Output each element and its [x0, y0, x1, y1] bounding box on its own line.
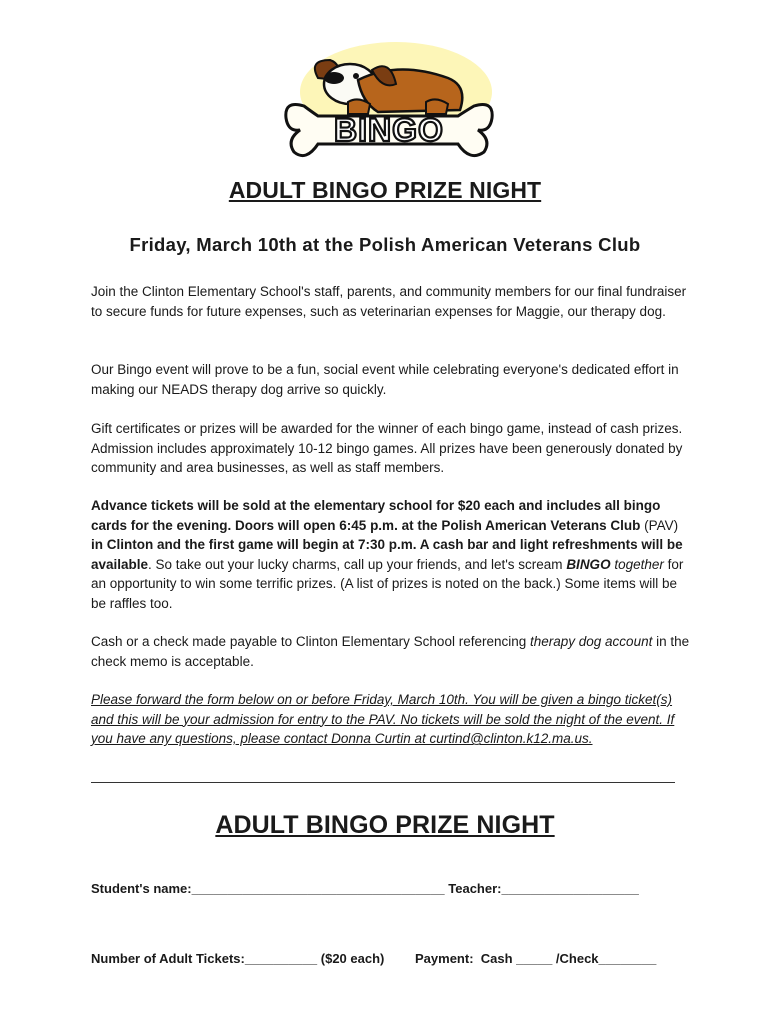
tickets-count-field[interactable]: Number of Adult Tickets:__________ ($20 each) — [91, 951, 385, 966]
tickets-text-2: . So take out your lucky charms, call up your friends, and let's scream — [148, 556, 567, 572]
tickets-text-3: for an opportunity to win some terrific prizes. (A list of prizes is noted on the back.) Some items will be be raffles too. — [91, 556, 684, 611]
page-title: ADULT BINGO PRIZE NIGHT — [228, 177, 542, 203]
tickets-bold-1: Advance tickets will be sold at the elementary school for $20 each and includes all bingo cards for the evening. Doors will open 6:45 p.m. at the Polish American Veterans Club — [91, 498, 661, 533]
intro-paragraph: Join the Clinton Elementary School's staff, parents, and community members for our final fundraiser to secure funds for future expenses, such as veterinarian expenses for Maggie, our therapy dog. — [91, 284, 687, 319]
bingo-dog-logo — [278, 40, 500, 162]
prizes-paragraph: Gift certificates or prizes will be awarded for the winner of each bingo game, instead of cash prizes. Admission includes approximately 10-12 bingo games. All prizes have been generously donated by community and area businesses, as well as staff members. — [91, 421, 683, 476]
dog-snout-icon — [324, 72, 344, 84]
tickets-payment-row — [91, 951, 657, 966]
logo-text: BINGO — [334, 112, 444, 148]
dog-eye-icon — [353, 73, 359, 79]
payment-field[interactable]: Payment: Cash _____ /Check________ — [415, 951, 657, 966]
event-paragraph: Our Bingo event will prove to be a fun, social event while celebrating everyone's dedicated effort in making our NEADS therapy dog arrive so quickly. — [91, 362, 679, 397]
instructions-paragraph: Please forward the form below on or before Friday, March 10th. You will be given a bingo ticket(s) and this will be your admission for entry to the PAV. No tickets will be sold the night of the event. If you have any questions, please contact Donna Curtin at curtind@clinton.k12.ma.us. — [91, 692, 675, 747]
student-teacher-field[interactable]: Student's name:___________________________________ Teacher:___________________ — [91, 881, 639, 896]
tickets-paragraph — [91, 496, 691, 614]
bingo-emphasis: BINGO — [566, 556, 611, 572]
payment-text-1: Cash or a check made payable to Clinton Elementary School referencing — [91, 634, 530, 649]
event-subtitle: Friday, March 10th at the Polish American Veterans Club — [129, 234, 641, 255]
tickets-text-1: (PAV) — [640, 517, 679, 533]
payment-paragraph — [91, 632, 691, 671]
payment-emphasis: therapy dog account — [530, 634, 653, 649]
together-emphasis: together — [610, 556, 664, 572]
payment-text-2: in the check memo is acceptable. — [91, 634, 690, 669]
tickets-bold-2: in Clinton and the first game will begin at 7:30 p.m. A cash bar and light refreshments will be available — [91, 537, 683, 572]
cut-line-divider — [91, 782, 675, 783]
form-title: ADULT BINGO PRIZE NIGHT — [215, 811, 555, 839]
